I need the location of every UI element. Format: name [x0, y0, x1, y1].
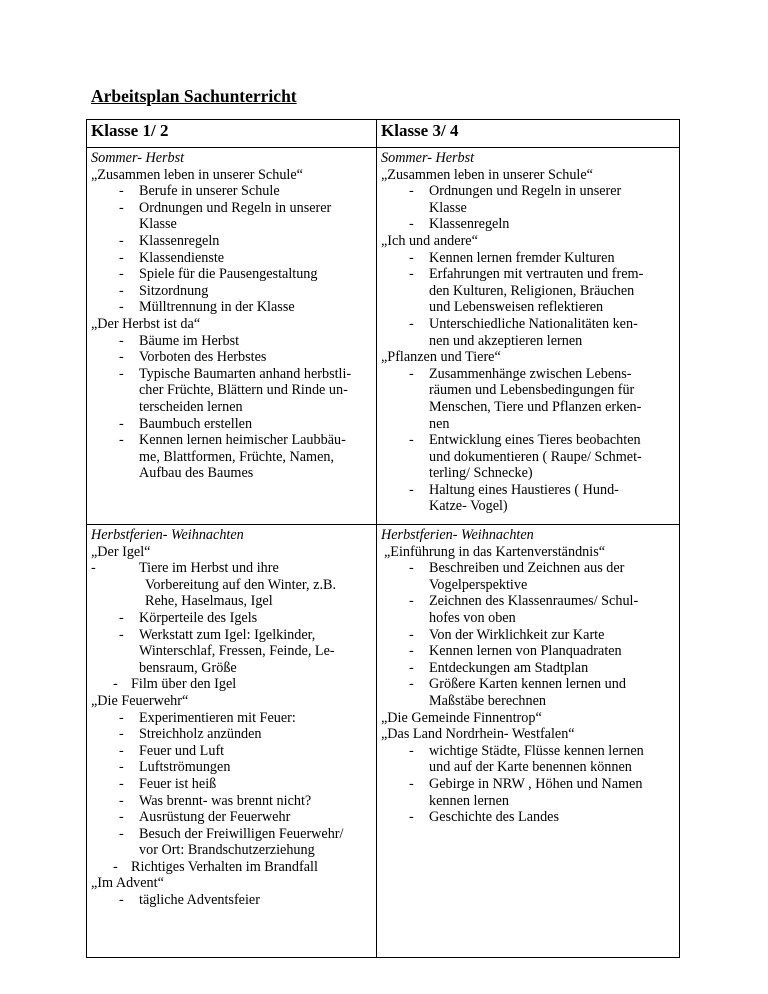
list-item: - Klassendienste [119, 249, 225, 266]
list-item: - Luftströmungen [119, 759, 231, 776]
cell-right-herbstferien-weihnachten [377, 525, 680, 958]
header-row [87, 120, 680, 148]
list-item-continuation: terscheiden lernen [139, 398, 243, 415]
list-item: - Kennen lernen heimischer Laubbäu- [119, 432, 346, 449]
list-item: - Gebirge in NRW , Höhen und Namen [409, 775, 643, 792]
list-item: - Kennen lernen von Planquadraten [409, 643, 622, 660]
row-sommer-herbst [87, 148, 680, 525]
list-item-continuation: bensraum, Größe [139, 659, 237, 676]
list-item-continuation: Rehe, Haselmaus, Igel [145, 593, 273, 610]
list-item-continuation: und dokumentieren ( Raupe/ Schmet- [429, 448, 642, 465]
list-item: - tägliche Adventsfeier [119, 892, 260, 909]
list-item-continuation: den Kulturen, Religionen, Bräuchen [429, 282, 635, 299]
list-item: - Was brennt- was brennt nicht? [119, 792, 312, 809]
topic-heading: „Zusammen leben in unserer Schule“ [91, 166, 303, 183]
cell-right-sommer-herbst [377, 148, 680, 525]
list-item: - Klassenregeln [409, 216, 510, 233]
list-item: - Feuer und Luft [119, 742, 225, 759]
list-item: - Tiere im Herbst und ihre [91, 560, 279, 577]
list-item: - Klassenregeln [119, 232, 220, 249]
list-item-continuation: me, Blattformen, Früchte, Namen, [139, 448, 335, 465]
list-item: - Werkstatt zum Igel: Igelkinder, [119, 626, 316, 643]
cell-left-herbstferien-weihnachten [87, 525, 377, 958]
list-item-continuation: Maßstäbe berechnen [429, 692, 546, 709]
list-item: - Richtiges Verhalten im Brandfall [113, 858, 318, 875]
row-herbstferien-weihnachten [87, 525, 680, 958]
topic-heading: „Ich und andere“ [381, 232, 478, 249]
list-item-continuation: Klasse [139, 216, 177, 233]
list-item: - Feuer ist heiß [119, 775, 217, 792]
list-item: - Experimentieren mit Feuer: [119, 709, 296, 726]
season-label: Herbstferien- Weihnachten [91, 527, 244, 543]
season-label: Sommer- Herbst [381, 150, 475, 166]
plan-table [86, 119, 680, 958]
list-item-continuation: Menschen, Tiere und Pflanzen erken- [429, 398, 642, 415]
list-item-continuation: und auf der Karte benennen können [429, 759, 632, 776]
list-item-continuation: kennen lernen [429, 792, 509, 809]
list-item: - Entdeckungen am Stadtplan [409, 659, 589, 676]
list-item-continuation: nen [429, 415, 450, 432]
list-item-continuation: räumen und Lebensbedingungen für [429, 382, 635, 399]
list-item: - Kennen lernen fremder Kulturen [409, 249, 615, 266]
list-item: - Vorboten des Herbstes [119, 349, 267, 366]
list-item: - Zusammenhänge zwischen Lebens- [409, 365, 632, 382]
topic-heading: „Die Gemeinde Finnentrop“ [381, 709, 542, 726]
season-label: Herbstferien- Weihnachten [381, 527, 534, 543]
list-item: - Größere Karten kennen lernen und [409, 676, 626, 693]
topic-heading: „Das Land Nordrhein- Westfalen“ [381, 726, 575, 743]
list-item-continuation: cher Früchte, Blättern und Rinde un- [139, 382, 348, 399]
topic-heading: „Der Igel“ [91, 543, 151, 560]
list-item: - Unterschiedliche Nationalitäten ken- [409, 315, 638, 332]
topic-heading: „Der Herbst ist da“ [91, 315, 201, 332]
topic-heading: „Im Advent“ [91, 875, 164, 892]
header-klasse-3-4: Klasse 3/ 4 [377, 120, 680, 148]
list-item: - Ausrüstung der Feuerwehr [119, 809, 291, 826]
topic-heading: „Einführung in das Kartenverständnis“ [384, 543, 606, 560]
list-item: - Bäume im Herbst [119, 332, 240, 349]
list-item: - Zeichnen des Klassenraumes/ Schul- [409, 593, 639, 610]
list-item: - Entwicklung eines Tieres beobachten [409, 432, 641, 449]
list-item: - Beschreiben und Zeichnen aus der [409, 560, 625, 577]
list-item: - wichtige Städte, Flüsse kennen lernen [409, 742, 644, 759]
list-item: - Ordnungen und Regeln in unserer [119, 199, 332, 216]
list-item: - Film über den Igel [113, 676, 237, 693]
list-item-continuation: Aufbau des Baumes [139, 465, 254, 482]
list-item: - Sitzordnung [119, 282, 209, 299]
list-item-continuation: vor Ort: Brandschutzerziehung [139, 842, 315, 859]
list-item-continuation: hofes von oben [429, 609, 516, 626]
list-item-continuation: Klasse [429, 199, 467, 216]
list-item: - Mülltrennung in der Klasse [119, 299, 295, 316]
list-item: - Geschichte des Landes [409, 809, 560, 826]
topic-heading: „Die Feuerwehr“ [91, 692, 189, 709]
topic-heading: „Zusammen leben in unserer Schule“ [381, 166, 593, 183]
header-klasse-1-2: Klasse 1/ 2 [87, 120, 377, 148]
topic-heading: „Pflanzen und Tiere“ [381, 349, 501, 366]
cell-left-sommer-herbst [87, 148, 377, 525]
list-item: - Ordnungen und Regeln in unserer [409, 183, 622, 200]
season-label: Sommer- Herbst [91, 150, 185, 166]
list-item: - Berufe in unserer Schule [119, 183, 280, 200]
list-item: - Spiele für die Pausengestaltung [119, 266, 318, 283]
list-item: - Haltung eines Haustieres ( Hund- [409, 481, 619, 498]
list-item-continuation: und Lebensweisen reflektieren [429, 299, 604, 316]
document-title: Arbeitsplan Sachunterricht [91, 86, 297, 106]
list-item-continuation: Winterschlaf, Fressen, Feinde, Le- [139, 643, 335, 660]
list-item: - Baumbuch erstellen [119, 415, 253, 432]
list-item: - Besuch der Freiwilligen Feuerwehr/ [119, 825, 344, 842]
list-item: - Körperteile des Igels [119, 609, 258, 626]
list-item-continuation: Katze- Vogel) [429, 498, 508, 515]
list-item: - Erfahrungen mit vertrauten und frem- [409, 266, 644, 283]
list-item-continuation: Vorbereitung auf den Winter, z.B. [145, 576, 336, 593]
list-item: - Typische Baumarten anhand herbstli- [119, 365, 352, 382]
list-item-continuation: Vogelperspektive [429, 576, 528, 593]
list-item: - Von der Wirklichkeit zur Karte [409, 626, 605, 643]
list-item-continuation: terling/ Schnecke) [429, 465, 533, 482]
list-item-continuation: nen und akzeptieren lernen [429, 332, 583, 349]
list-item: - Streichholz anzünden [119, 726, 262, 743]
